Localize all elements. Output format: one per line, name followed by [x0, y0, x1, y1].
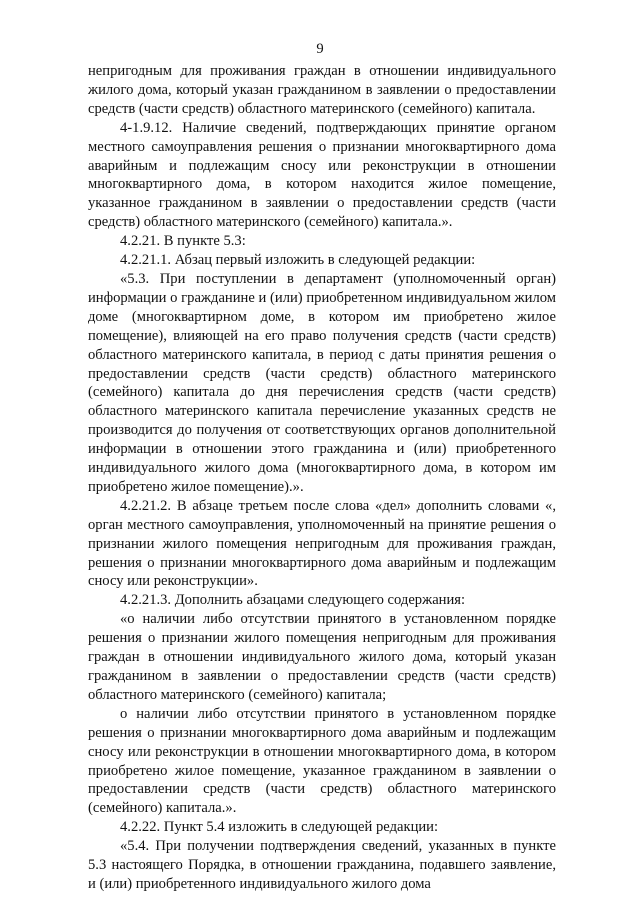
paragraph: 4.2.21.2. В абзаце третьем после слова «дел» дополнить словами «, орган местного самоуправления, уполномоченный на принятие решения о признании жилого помещения непригодным для проживания граждан, решения о признании многоквартирного дома аварийным и подлежащим сносу или реконструкции».	[88, 497, 556, 590]
paragraph: 4-1.9.12. Наличие сведений, подтверждающих принятие органом местного самоуправления решения о признании многоквартирного дома аварийным и подлежащим сносу или реконструкции в отношении многоквартирного дома, в котором находится жилое помещение, указанное гражданином в заявлении о предоставлении средств (части средств) областного материнского (семейного) капитала.».	[88, 119, 556, 231]
paragraph: «о наличии либо отсутствии принятого в установленном порядке решения о признании жилого помещения непригодным для проживания граждан в отношении индивидуального жилого дома, который указан гражданином в заявлении о предоставлении средств (части средств) областного материнского (семейного) капитала;	[88, 611, 556, 703]
paragraph: 4.2.21.1. Абзац первый изложить в следующей редакции:	[120, 252, 476, 269]
paragraph: «5.4. При получении подтверждения сведений, указанных в пункте 5.3 настоящего Порядка, в отношении гражданина, подавшего заявление, и (или) приобретенного индивидуального жилого дома	[88, 838, 556, 892]
paragraph: 4.2.21. В пункте 5.3:	[120, 233, 246, 250]
paragraph: 4.2.21.3. Дополнить абзацами следующего содержания:	[120, 592, 466, 609]
page-number: 9	[316, 41, 324, 57]
paragraph: о наличии либо отсутствии принятого в установленном порядке решения о признании многоквартирного дома аварийным и подлежащим сносу или реконструкции в отношении многоквартирного дома, в котором приобретено жилое помещение, указанное гражданином в заявлении о предоставлении средств (части средств) областного материнского (семейного) капитала.».	[88, 705, 556, 817]
document-body	[88, 62, 556, 894]
paragraph: 4.2.22. Пункт 5.4 изложить в следующей редакции:	[120, 819, 439, 836]
paragraph: «5.3. При поступлении в департамент (уполномоченный орган) информации о гражданине и (или) приобретенном индивидуальном жилом доме (многоквартирном доме, в котором им приобретено жилое помещение), влияющей на его право получения средств (части средств) областного материнского капитала, в период с даты принятия решения о предоставлении средств (части средств) областного материнского (семейного) капитала до дня перечисления средств (части средств) областного материнского капитала перечисление указанных средств не производится до получения от соответствующих органов дополнительной информации в отношении этого гражданина и (или) приобретенного индивидуального жилого дома (многоквартирного дома, в котором им приобретено жилое помещение).».	[88, 270, 556, 495]
paragraph: непригодным для проживания граждан в отношении индивидуального жилого дома, который указан гражданином в заявлении о предоставлении средств (части средств) областного материнского (семейного) капитала.	[88, 63, 556, 117]
